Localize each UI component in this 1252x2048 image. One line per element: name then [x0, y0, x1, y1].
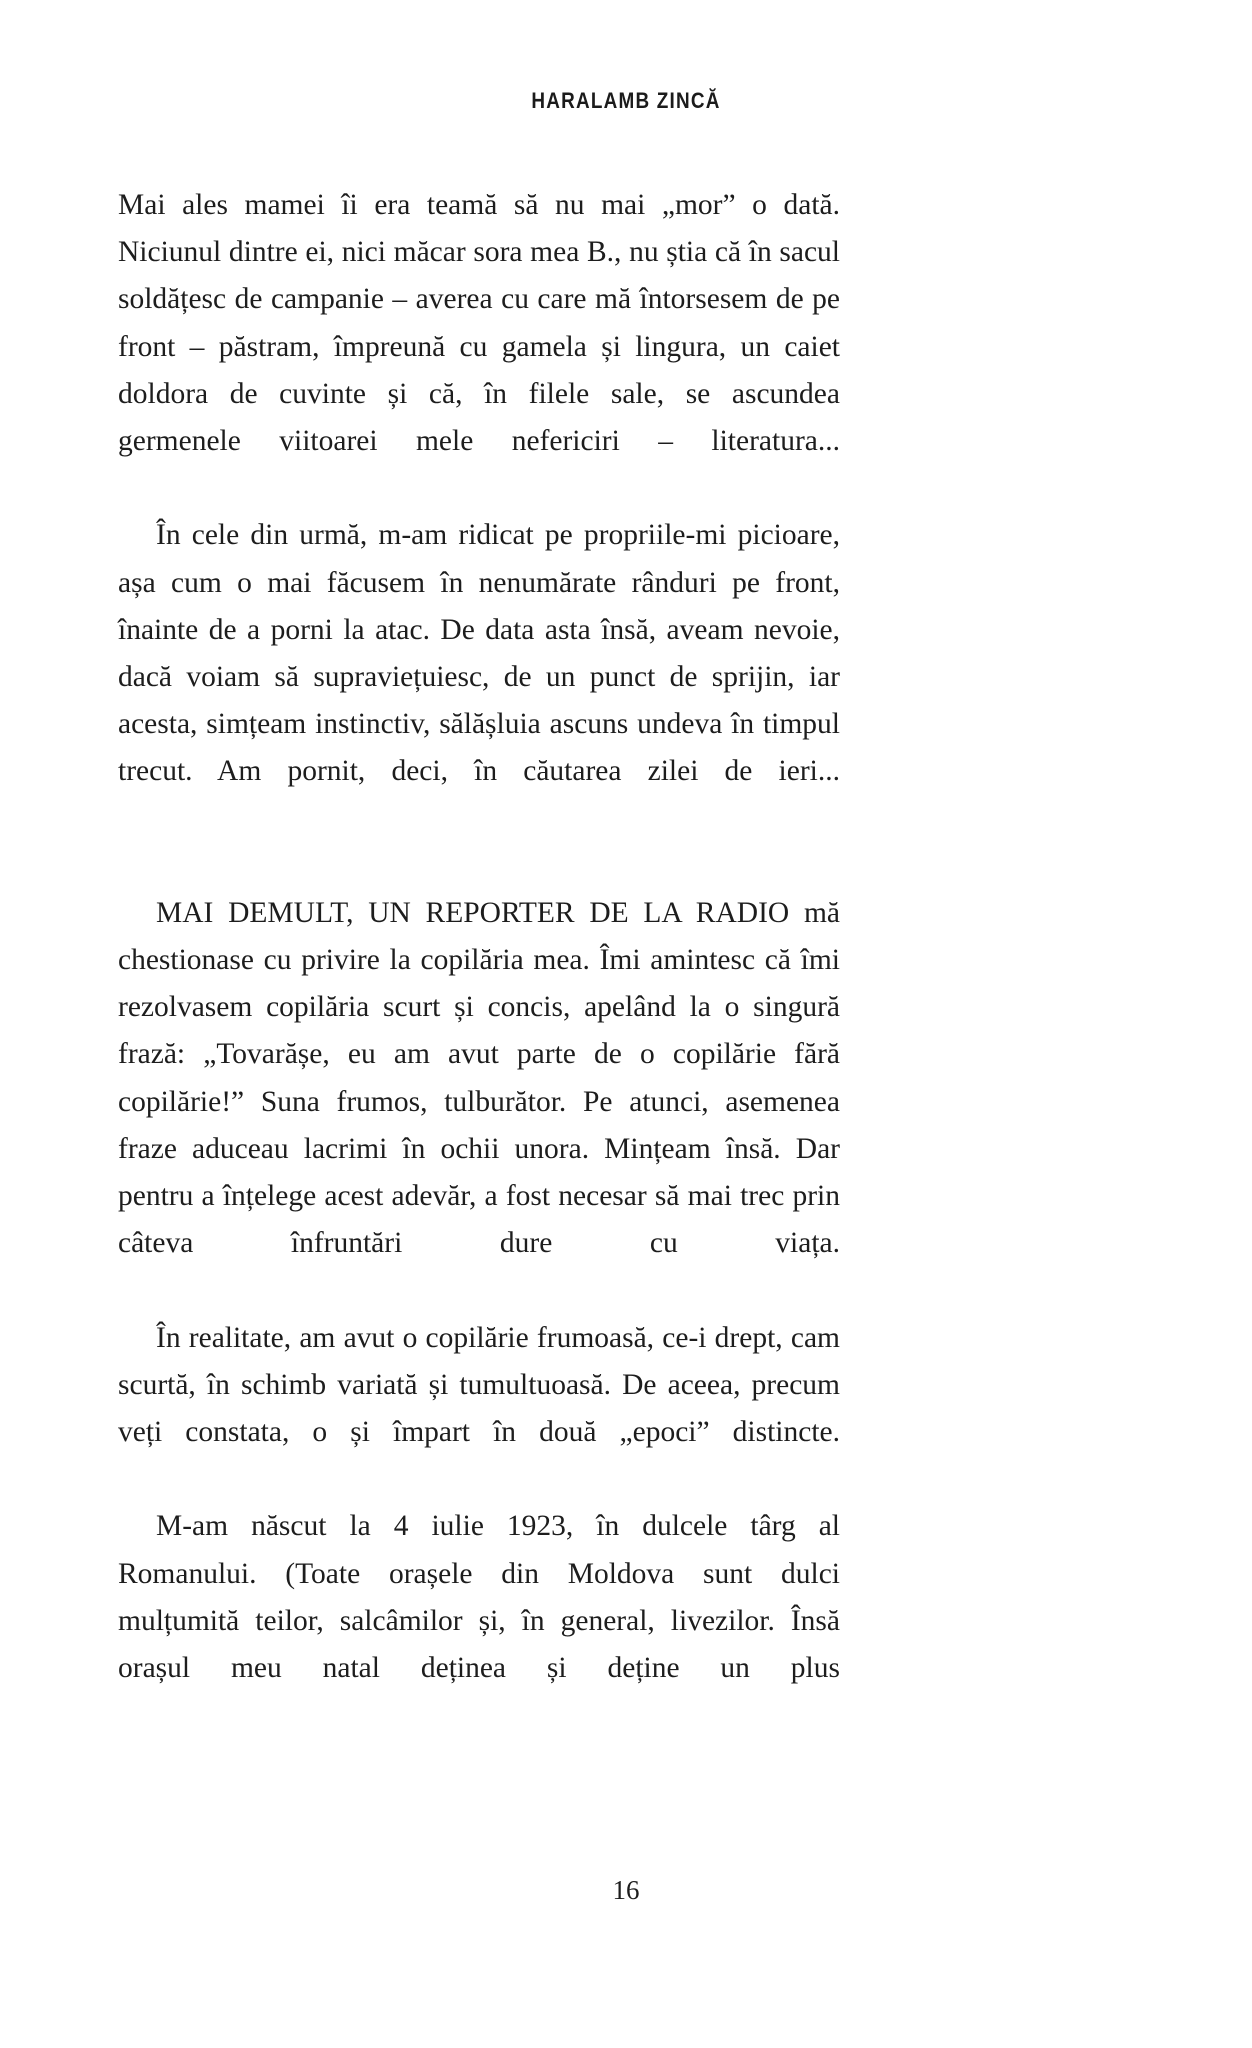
paragraph-5: M-am născut la 4 iulie 1923, în dulcele târg al Romanului. (Toate orașele din Moldova sunt dulci mulțumită teilor, salcâmilor și, în general, livezilor. Însă orașul meu natal deținea și deține un plus [118, 1510, 840, 1685]
paragraph-2: În cele din urmă, m-am ridicat pe propriile-mi picioare, așa cum o mai făcusem în nenumărate rânduri pe front, înainte de a porni la atac. De data asta însă, aveam nevoie, dacă voiam să supraviețuiesc, de un punct de sprijin, iar acesta, simțeam instinctiv, sălășluia ascuns undeva în timpul trecut. Am pornit, deci, în căutarea zilei de ieri... [118, 519, 840, 788]
paragraph-1: Mai ales mamei îi era teamă să nu mai „mor” o dată. Niciunul dintre ei, nici măcar sora mea B., nu știa că în sacul soldățesc de campanie – averea cu care mă întorsesem de pe front – păstram, împreună cu gamela și lingura, un caiet doldora de cuvinte și că, în filele sale, se ascundea germenele viitoarei mele nefericiri – literatura... [118, 189, 840, 458]
page-number: 16 [612, 1875, 640, 1905]
running-head: HARALAMB ZINCĂ [531, 88, 721, 113]
body-text-block [118, 182, 840, 1740]
paragraph-3: MAI DEMULT, UN REPORTER DE LA RADIO mă chestionase cu privire la copilăria mea. Îmi amintesc că îmi rezolvasem copilăria scurt și concis, apelând la o singură frază: „Tovarășe, eu am avut parte de o copilărie fără copilărie!” Suna frumos, tulburător. Pe atunci, asemenea fraze aduceau lacrimi în ochii unora. Mințeam însă. Dar pentru a înțelege acest adevăr, a fost necesar să mai trec prin câteva înfruntări dure cu viața. [118, 896, 840, 1260]
paragraph-4: În realitate, am avut o copilărie frumoasă, ce-i drept, cam scurtă, în schimb variată și tumultuoasă. De aceea, precum veți constata, o și împart în două „epoci” distincte. [118, 1321, 840, 1449]
